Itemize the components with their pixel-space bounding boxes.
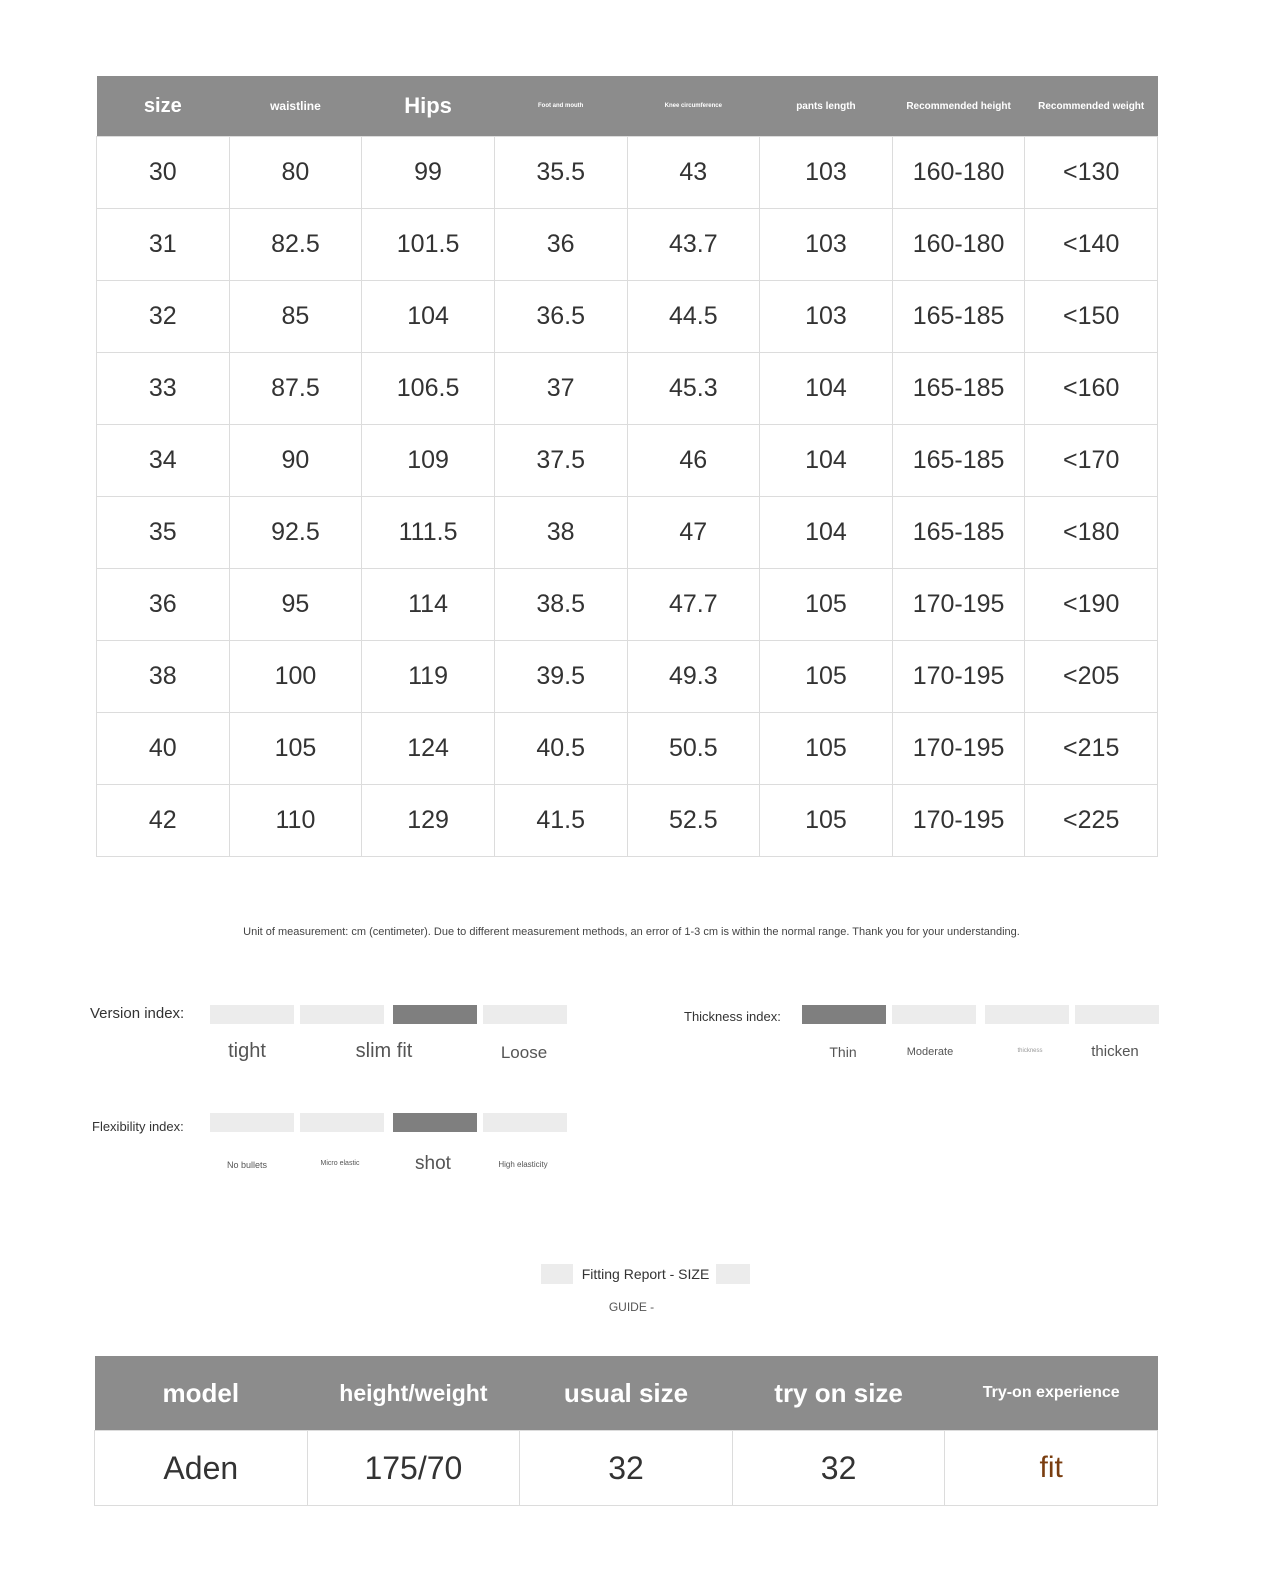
table-cell: 105	[760, 785, 893, 857]
table-cell: 35	[97, 497, 230, 569]
recommended-weight-header: Recommended weight	[1025, 76, 1158, 137]
table-cell: 30	[97, 137, 230, 209]
thickness-bar-1-selected	[802, 1005, 886, 1024]
table-row	[97, 425, 1158, 497]
pants-length-header: pants length	[760, 76, 893, 137]
recommended-height-header: Recommended height	[892, 76, 1025, 137]
table-cell: 50.5	[627, 713, 760, 785]
thickness-bar-4	[1075, 1005, 1159, 1024]
table-cell: 124	[362, 713, 495, 785]
table-cell: 104	[760, 353, 893, 425]
table-cell: 170-195	[892, 713, 1025, 785]
version-option-loose: Loose	[500, 1043, 548, 1062]
flexibility-bar-4	[483, 1113, 567, 1132]
table-row	[97, 137, 1158, 209]
flexibility-option-micro-elastic: Micro elastic	[320, 1160, 360, 1167]
table-cell: 43.7	[627, 209, 760, 281]
table-cell: 36.5	[494, 281, 627, 353]
table-cell: 45.3	[627, 353, 760, 425]
table-cell: 42	[97, 785, 230, 857]
table-cell: 170-195	[892, 641, 1025, 713]
thickness-option-thin: Thin	[829, 1044, 857, 1060]
thickness-option-moderate: Moderate	[906, 1046, 954, 1058]
table-cell: 105	[760, 641, 893, 713]
table-cell: 104	[760, 425, 893, 497]
table-cell: 39.5	[494, 641, 627, 713]
fitting-report-title: Fitting Report - SIZE	[541, 1264, 750, 1284]
table-cell: 110	[229, 785, 362, 857]
flexibility-bar-3-selected	[393, 1113, 477, 1132]
table-cell: 105	[760, 569, 893, 641]
table-cell: 37	[494, 353, 627, 425]
try-on-size-header: try on size	[732, 1356, 945, 1431]
version-option-tight: tight	[228, 1040, 266, 1062]
size-chart-header-row	[97, 76, 1158, 137]
table-row	[97, 785, 1158, 857]
table-cell: 103	[760, 281, 893, 353]
table-row	[97, 497, 1158, 569]
table-cell: 37.5	[494, 425, 627, 497]
table-cell: 38.5	[494, 569, 627, 641]
model-name-cell: Aden	[95, 1431, 308, 1506]
table-cell: 38	[97, 641, 230, 713]
table-cell: <140	[1025, 209, 1158, 281]
table-cell: 52.5	[627, 785, 760, 857]
flexibility-index-label: Flexibility index:	[92, 1119, 184, 1134]
table-cell: 34	[97, 425, 230, 497]
usual-size-header: usual size	[520, 1356, 733, 1431]
fitting-row	[95, 1431, 1158, 1506]
table-cell: <150	[1025, 281, 1158, 353]
height-weight-header: height/weight	[307, 1356, 520, 1431]
table-cell: 32	[97, 281, 230, 353]
waistline-header: waistline	[229, 76, 362, 137]
thickness-option-thicken: thicken	[1091, 1043, 1139, 1060]
table-cell: <225	[1025, 785, 1158, 857]
try-on-experience-header: Try-on experience	[945, 1356, 1158, 1431]
table-cell: 101.5	[362, 209, 495, 281]
foot-and-mouth-header: Foot and mouth	[494, 76, 627, 137]
table-cell: 170-195	[892, 785, 1025, 857]
table-cell: 114	[362, 569, 495, 641]
table-cell: 99	[362, 137, 495, 209]
table-cell: 111.5	[362, 497, 495, 569]
flexibility-option-shot: shot	[415, 1153, 451, 1174]
version-bar-4	[483, 1005, 567, 1024]
size-chart-table	[96, 76, 1158, 857]
table-cell: 100	[229, 641, 362, 713]
table-cell: 103	[760, 209, 893, 281]
table-cell: 165-185	[892, 425, 1025, 497]
table-cell: 119	[362, 641, 495, 713]
table-cell: 41.5	[494, 785, 627, 857]
table-cell: 85	[229, 281, 362, 353]
table-cell: 40.5	[494, 713, 627, 785]
table-cell: 95	[229, 569, 362, 641]
table-cell: 92.5	[229, 497, 362, 569]
table-cell: 47	[627, 497, 760, 569]
table-row	[97, 641, 1158, 713]
version-bar-3-selected	[393, 1005, 477, 1024]
table-row	[97, 281, 1158, 353]
fitting-report-subtitle: GUIDE -	[608, 1300, 655, 1314]
table-cell: 103	[760, 137, 893, 209]
thickness-index-label: Thickness index:	[684, 1009, 781, 1024]
height-weight-cell: 175/70	[307, 1431, 520, 1506]
table-cell: 104	[362, 281, 495, 353]
version-bar-2	[300, 1005, 384, 1024]
table-cell: 165-185	[892, 281, 1025, 353]
table-cell: 129	[362, 785, 495, 857]
unit-note: Unit of measurement: cm (centimeter). Due to different measurement methods, an error of 1-3 cm is within the normal range. Thank you for your understanding.	[243, 926, 1020, 938]
fitting-header-row	[95, 1356, 1158, 1431]
table-cell: 160-180	[892, 209, 1025, 281]
table-cell: 82.5	[229, 209, 362, 281]
try-on-size-cell: 32	[732, 1431, 945, 1506]
table-cell: 31	[97, 209, 230, 281]
table-cell: <190	[1025, 569, 1158, 641]
table-cell: 46	[627, 425, 760, 497]
thickness-bar-3	[985, 1005, 1069, 1024]
table-cell: 170-195	[892, 569, 1025, 641]
table-cell: 43	[627, 137, 760, 209]
table-cell: <170	[1025, 425, 1158, 497]
table-cell: 109	[362, 425, 495, 497]
table-cell: <180	[1025, 497, 1158, 569]
table-cell: 105	[229, 713, 362, 785]
table-cell: 47.7	[627, 569, 760, 641]
table-cell: 104	[760, 497, 893, 569]
flexibility-option-no-bullets: No bullets	[226, 1160, 268, 1170]
table-row	[97, 713, 1158, 785]
table-cell: 36	[494, 209, 627, 281]
fitting-report-table	[94, 1356, 1158, 1506]
try-on-experience-cell: fit	[945, 1431, 1158, 1506]
size-header: size	[97, 76, 230, 137]
table-cell: 49.3	[627, 641, 760, 713]
table-cell: <160	[1025, 353, 1158, 425]
table-cell: 87.5	[229, 353, 362, 425]
table-cell: 105	[760, 713, 893, 785]
flexibility-option-high-elasticity: High elasticity	[498, 1160, 548, 1169]
table-cell: 165-185	[892, 353, 1025, 425]
table-cell: <205	[1025, 641, 1158, 713]
table-cell: 36	[97, 569, 230, 641]
table-cell: 38	[494, 497, 627, 569]
table-cell: 33	[97, 353, 230, 425]
knee-circumference-header: Knee circumference	[627, 76, 760, 137]
table-cell: 160-180	[892, 137, 1025, 209]
version-index-label: Version index:	[90, 1005, 185, 1022]
usual-size-cell: 32	[520, 1431, 733, 1506]
table-cell: 90	[229, 425, 362, 497]
hips-header: Hips	[362, 76, 495, 137]
table-cell: 106.5	[362, 353, 495, 425]
table-row	[97, 209, 1158, 281]
table-cell: 165-185	[892, 497, 1025, 569]
version-option-slim-fit: slim fit	[355, 1040, 413, 1062]
model-header: model	[95, 1356, 308, 1431]
table-cell: <215	[1025, 713, 1158, 785]
table-cell: 35.5	[494, 137, 627, 209]
table-row	[97, 353, 1158, 425]
version-bar-1	[210, 1005, 294, 1024]
table-cell: 40	[97, 713, 230, 785]
table-cell: 80	[229, 137, 362, 209]
thickness-bar-2	[892, 1005, 976, 1024]
table-cell: <130	[1025, 137, 1158, 209]
table-cell: 44.5	[627, 281, 760, 353]
size-chart-body	[97, 137, 1158, 857]
flexibility-bar-1	[210, 1113, 294, 1132]
thickness-option-thickness: thickness	[1017, 1048, 1043, 1054]
flexibility-bar-2	[300, 1113, 384, 1132]
table-row	[97, 569, 1158, 641]
